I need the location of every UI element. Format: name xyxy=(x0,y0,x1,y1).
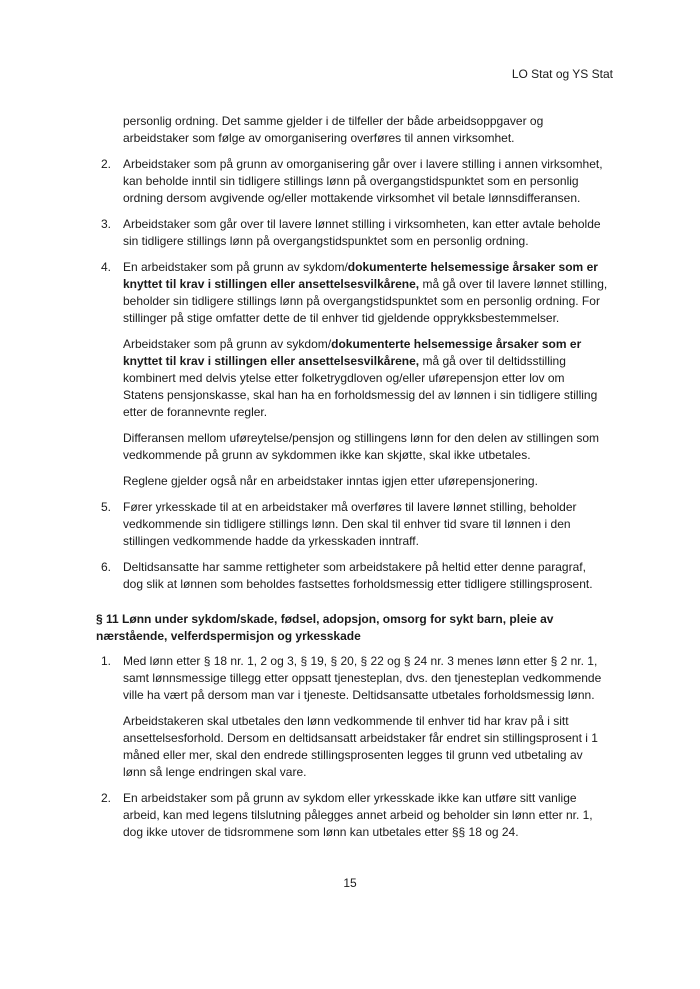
item-number: 2. xyxy=(101,791,112,805)
section-heading: § 11 Lønn under sykdom/skade, fødsel, adopsjon, omsorg for sykt barn, pleie av nærstående, velferdspermisjon og yrkesskade xyxy=(96,612,554,643)
list-item-3 xyxy=(96,216,608,250)
item-text: Arbeidstaker som går over til lavere lønnet stilling i virksomheten, kan etter avtale beholde sin tidligere stillings lønn på overgangstidspunktet som en personlig ordning. xyxy=(123,217,601,248)
item-number: 3. xyxy=(101,217,112,231)
item-paragraph: En arbeidstaker som på grunn av sykdom eller yrkesskade ikke kan utføre sitt vanlige arbeid, kan med legens tilslutning pålegges annet arbeid og beholder sin lønn etter nr. 1, dog ikke utover de tidsrommene som lønn kan utbetales etter §§ 18 og 24. xyxy=(123,791,593,839)
section-item-1 xyxy=(96,653,608,781)
list-item-6 xyxy=(96,559,608,593)
header-org: LO Stat og YS Stat xyxy=(511,67,613,81)
bold-text-run: dokumenterte helsemessige årsaker som er knyttet til krav i stillingen eller ansettelsesvilkårene, xyxy=(123,260,598,291)
item-number: 6. xyxy=(101,560,112,574)
item-text: Arbeidstaker som på grunn av omorganisering går over i lavere stilling i annen virksomhet, kan beholde inntil sin tidligere stillings lønn på overgangstidspunktet som en personlig ordning dersom avgivende og/eller mottakende virksomhet vil betale lønnsdifferansen. xyxy=(123,157,603,205)
list-item-2 xyxy=(96,156,608,207)
item-number: 2. xyxy=(101,157,112,171)
item-text: Deltidsansatte har samme rettigheter som arbeidstakere på heltid etter denne paragraf, dog slik at lønnen som beholdes fastsettes forholdsmessig etter tidligere stillingsprosent. xyxy=(123,560,593,591)
item-number: 4. xyxy=(101,260,112,274)
section-item-2 xyxy=(96,790,608,841)
text-run: må gå over til deltidsstilling kombinert med delvis ytelse etter folketrygdloven og/eller uførepensjon etter lov om Statens pensjonskasse, skal han ha en forholdsmessig del av lønnen i sin tidligere stilling etter de forannevnte regler. xyxy=(123,354,598,419)
text-run: Arbeidstaker som på grunn av sykdom/ xyxy=(123,337,332,351)
list-item-5 xyxy=(96,499,608,550)
item-paragraph xyxy=(123,336,608,421)
item-number: 5. xyxy=(101,500,112,514)
text-run: må gå over til lavere lønnet stilling, beholder sin tidligere stillings lønn på overgangstidspunktet som en personlig ordning. For stillinger på stige omfatter dette de til enhver tid gjeldende opprykksbestemmelser. xyxy=(123,277,608,325)
page-number: 15 xyxy=(343,876,357,890)
document-body xyxy=(96,113,608,850)
item-paragraph: Med lønn etter § 18 nr. 1, 2 og 3, § 19, § 20, § 22 og § 24 nr. 3 menes lønn etter § 2 nr. 1, samt lønnsmessige tillegg etter oppsatt tjenesteplan, dvs. den tjenesteplan vedkommende ville ha vært på dersom man var i tjeneste. Deltidsansatte utbetales forholdsmessig lønn. xyxy=(123,654,602,702)
item-paragraph: Differansen mellom uføreytelse/pensjon og stillingens lønn for den delen av stillingen som vedkommende på grunn av sykdommen ikke kan skjøtte, skal ikke utbetales. xyxy=(123,431,600,462)
item-paragraph: Arbeidstakeren skal utbetales den lønn vedkommende til enhver tid har krav på i sitt ansettelsesforhold. Dersom en deltidsansatt arbeidstaker får endret sin stillingsprosent i 1 måned eller mer, skal den endrede stillingsprosenten legges til grunn ved utbetaling av lønn så lenge endringen skal vare. xyxy=(123,714,598,779)
list-item-4 xyxy=(96,259,608,490)
item-text: Fører yrkesskade til at en arbeidstaker må overføres til lavere lønnet stilling, beholder vedkommende sin tidligere stillings lønn. Den skal til enhver tid svare til lønnen i den stillingen vedkommende hadde da yrkesskaden inntraff. xyxy=(123,500,577,548)
item-paragraph xyxy=(123,259,608,327)
bold-text-run: dokumenterte helsemessige årsaker som er knyttet til krav i stillingen eller ansettelsesvilkårene, xyxy=(123,337,582,368)
item-paragraph: Reglene gjelder også når en arbeidstaker inntas igjen etter uførepensjonering. xyxy=(123,474,538,488)
item-number: 1. xyxy=(101,654,112,668)
intro-paragraph: personlig ordning. Det samme gjelder i de tilfeller der både arbeidsoppgaver og arbeidstaker som følge av omorganisering overføres til annen virksomhet. xyxy=(123,114,544,145)
text-run: En arbeidstaker som på grunn av sykdom/ xyxy=(123,260,348,274)
